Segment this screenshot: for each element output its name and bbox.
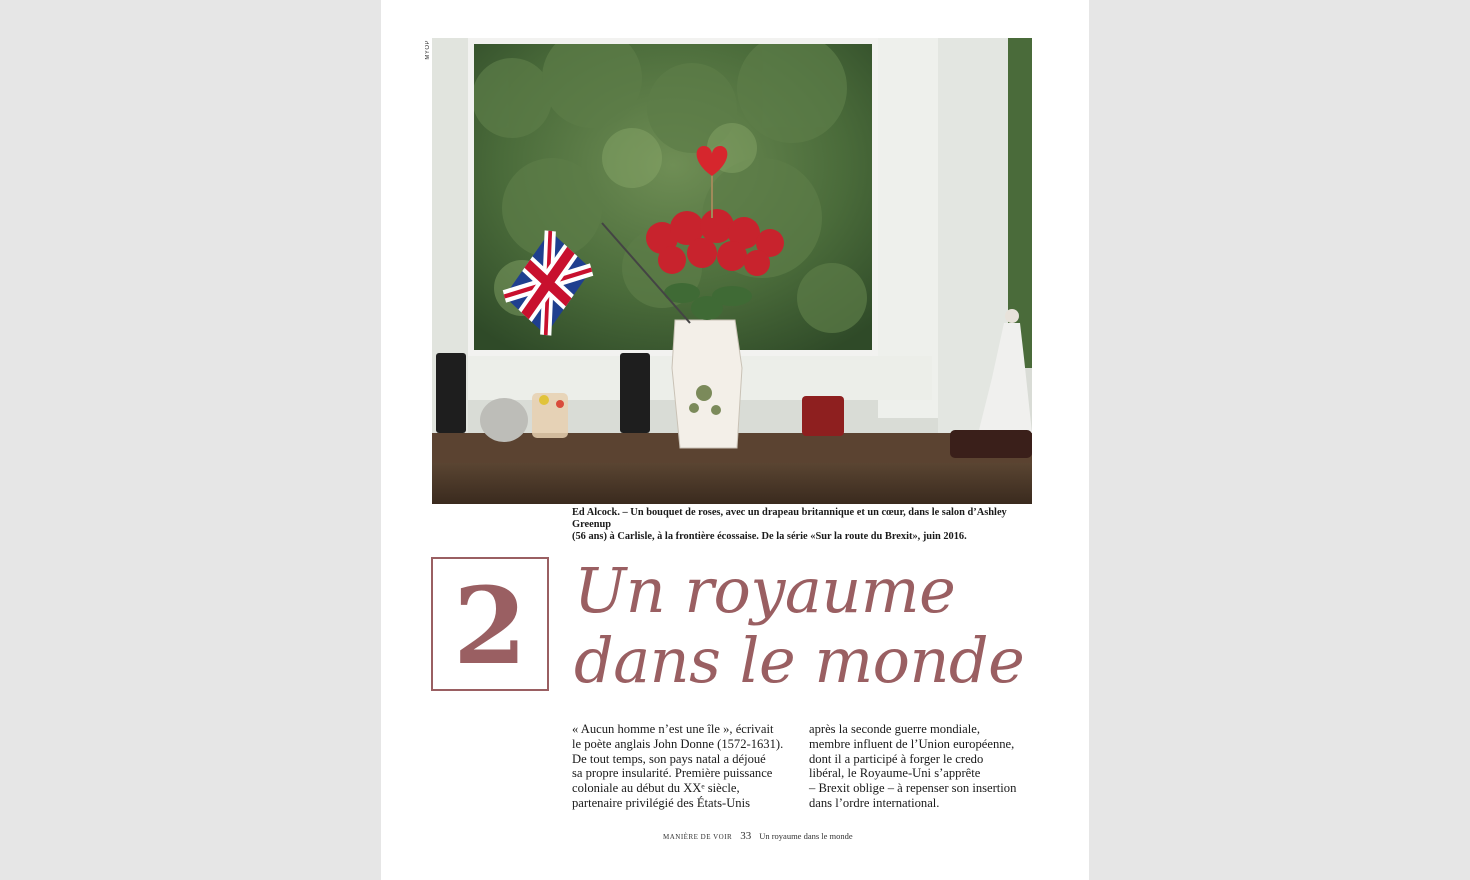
intro-line: membre influent de l’Union européenne,: [809, 736, 1015, 751]
intro-column-2: [809, 722, 1016, 811]
photo-caption: [572, 507, 1034, 543]
photo-illustration: [432, 38, 1032, 504]
chapter-title-line: Un royaume: [574, 554, 956, 627]
intro-line: dans l’ordre international.: [809, 795, 940, 810]
photo: [432, 38, 1032, 504]
chapter-number-box: [431, 557, 549, 691]
footer-page-number: 33: [740, 830, 752, 842]
footer-magazine: MANIÈRE DE VOIR: [663, 833, 733, 841]
intro-line: coloniale au début du XXᵉ siècle,: [572, 781, 740, 796]
intro-line: le poète anglais John Donne (1572-1631).: [572, 736, 784, 751]
intro-line: – Brexit oblige – à repenser son insertion: [809, 781, 1017, 796]
intro-line: libéral, le Royaume-Uni s’apprête: [809, 766, 981, 781]
intro-line: après la seconde guerre mondiale,: [809, 722, 980, 736]
intro-line: sa propre insularité. Première puissance: [572, 766, 773, 781]
chapter-title: [574, 556, 1024, 696]
intro-line: dont il a participé à forger le credo: [809, 751, 984, 766]
footer-section: Un royaume dans le monde: [759, 831, 853, 841]
intro-column-1: [572, 722, 783, 811]
chapter-number: 2: [453, 563, 527, 688]
intro-line: partenaire privilégié des États-Unis: [572, 795, 750, 810]
chapter-title-line: dans le monde: [574, 624, 1025, 697]
page-footer: [663, 826, 853, 844]
caption-line: Ed Alcock. – Un bouquet de roses, avec un drapeau britannique et un cœur, dans le salon d’Ashley Greenup: [572, 507, 1007, 530]
intro-line: « Aucun homme n’est une île », écrivait: [572, 722, 774, 736]
photo-credit: MYOP: [425, 40, 431, 60]
caption-line: (56 ans) à Carlisle, à la frontière écossaise. De la série «Sur la route du Brexit», juin 2016.: [572, 531, 967, 542]
intro-line: De tout temps, son pays natal a déjoué: [572, 751, 766, 766]
